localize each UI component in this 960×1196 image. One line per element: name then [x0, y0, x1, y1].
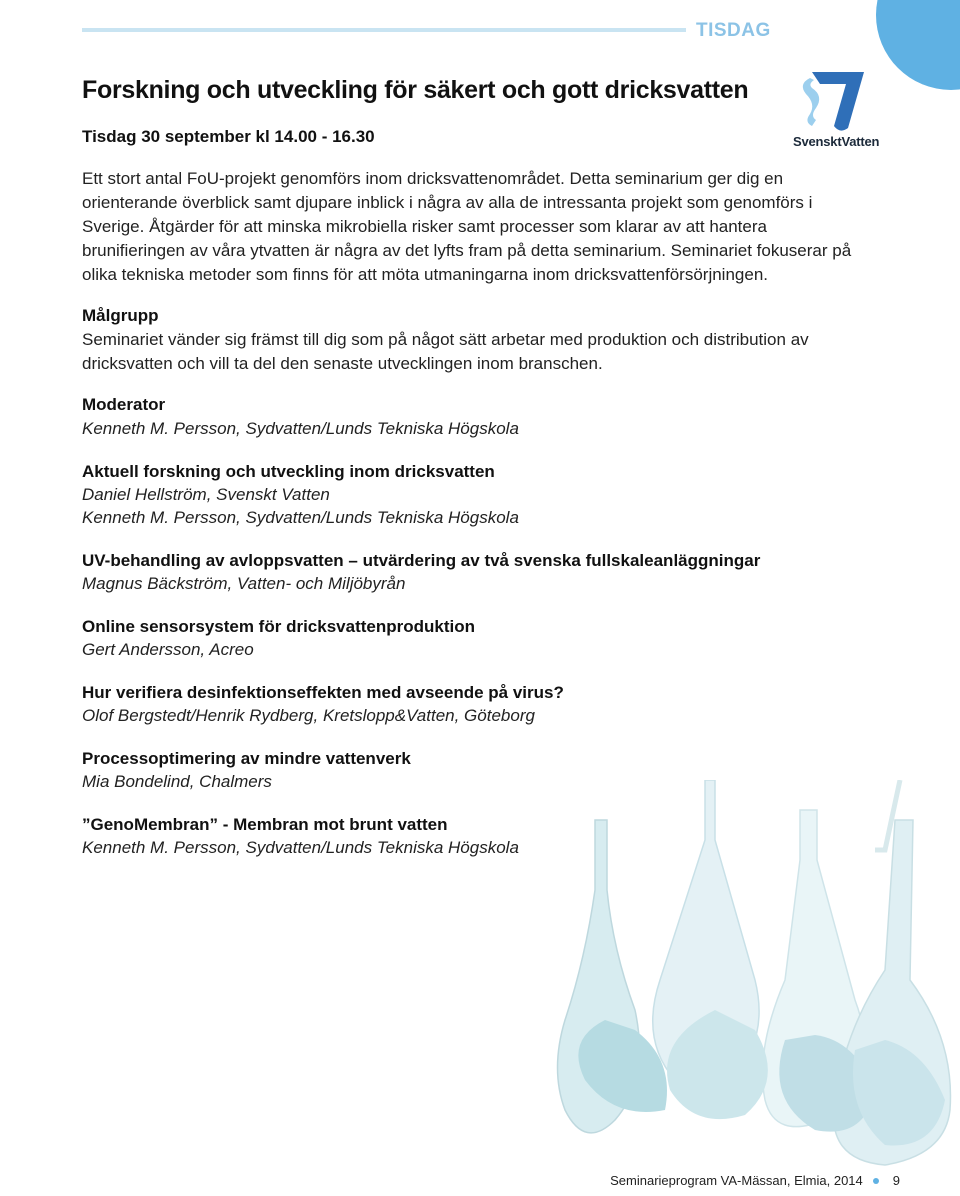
talk-item [82, 681, 882, 727]
page-footer [610, 1173, 900, 1188]
talk-item [82, 615, 882, 661]
talk-item [82, 460, 882, 529]
page-title: Forskning och utveckling för säkert och gott dricksvatten [82, 76, 749, 104]
talk-speaker: Olof Bergstedt/Henrik Rydberg, Kretslopp&Vatten, Göteborg [82, 706, 535, 725]
talk-speaker: Magnus Bäckström, Vatten- och Miljöbyrån [82, 574, 406, 593]
talk-item [82, 549, 882, 595]
footer-dot-icon [873, 1178, 879, 1184]
target-text: Seminariet vänder sig främst till dig som på något sätt arbetar med produktion och distribution av dricksvatten och vill ta del den senaste utvecklingen inom branschen. [82, 330, 809, 373]
header-rule [82, 28, 686, 32]
footer-text: Seminarieprogram VA-Mässan, Elmia, 2014 [610, 1173, 863, 1188]
talk-title: UV-behandling av avloppsvatten – utvärdering av två svenska fullskaleanläggningar [82, 551, 761, 570]
talk-title: ”GenoMembran” - Membran mot brunt vatten [82, 815, 448, 834]
logo-wordmark: SvensktVatten [793, 134, 880, 149]
talk-speaker: Mia Bondelind, Chalmers [82, 772, 272, 791]
event-datetime: Tisdag 30 september kl 14.00 - 16.30 [82, 127, 375, 146]
day-label: TISDAG [696, 20, 771, 41]
watercolor-flasks-illustration [555, 780, 960, 1170]
talk-title: Aktuell forskning och utveckling inom dricksvatten [82, 462, 495, 481]
intro-paragraph: Ett stort antal FoU-projekt genomförs inom dricksvattenområdet. Detta seminarium ger dig en orienterande överblick samt djupare inblick i några av alla de intressanta projekt som genomförs i Sverige. Åtgärder för att minska mikrobiella risker samt processer som klarar av att hantera brunifieringen av våra ytvatten är några av det lyfts fram på detta seminarium. Seminariet fokuserar på olika tekniska metoder som finns för att möta utmaningarna inom dricksvattenförsörjningen. [82, 169, 852, 284]
moderator-heading: Moderator [82, 395, 166, 414]
page-number: 9 [892, 1173, 900, 1188]
moderator-name: Kenneth M. Persson, Sydvatten/Lunds Tekniska Högskola [82, 419, 519, 438]
main-content [82, 76, 882, 859]
talk-speaker: Daniel Hellström, Svenskt Vatten [82, 485, 330, 504]
talk-speaker: Kenneth M. Persson, Sydvatten/Lunds Tekniska Högskola [82, 838, 519, 857]
talk-speaker: Kenneth M. Persson, Sydvatten/Lunds Tekniska Högskola [82, 508, 519, 527]
talk-speaker: Gert Andersson, Acreo [82, 640, 254, 659]
talk-title: Hur verifiera desinfektionseffekten med avseende på virus? [82, 683, 564, 702]
talk-title: Processoptimering av mindre vattenverk [82, 749, 411, 768]
talk-title: Online sensorsystem för dricksvattenproduktion [82, 617, 475, 636]
target-heading: Målgrupp [82, 306, 159, 325]
